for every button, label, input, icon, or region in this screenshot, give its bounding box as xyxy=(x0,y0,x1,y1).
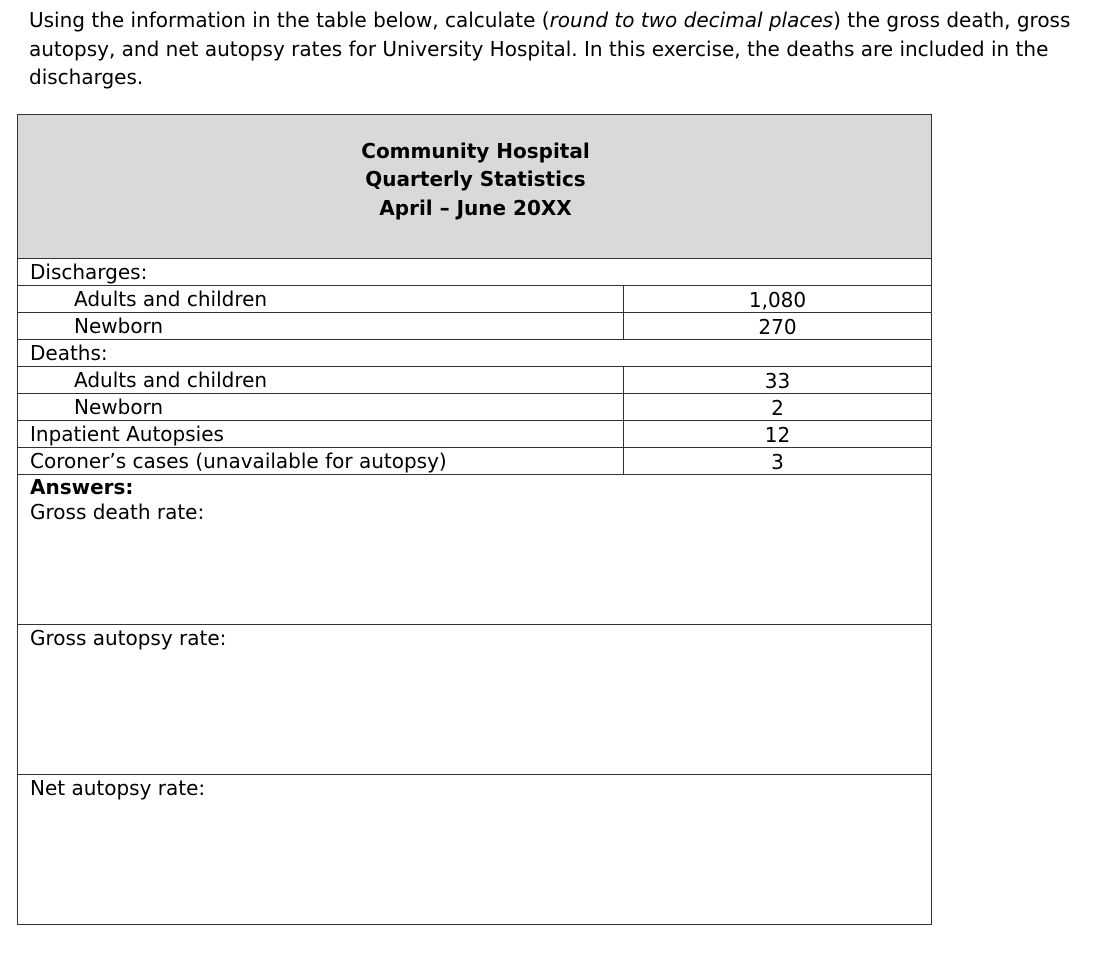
table-row xyxy=(18,421,932,448)
answer-gross-death-box[interactable] xyxy=(18,475,932,625)
deaths-adults-label: Adults and children xyxy=(18,367,624,394)
inpatient-autopsies-value: 12 xyxy=(624,421,932,448)
discharges-newborn-value: 270 xyxy=(624,313,932,340)
table-title-line-1: Community Hospital xyxy=(361,138,590,163)
answer-net-autopsy-box[interactable] xyxy=(18,775,932,925)
deaths-newborn-value: 2 xyxy=(624,394,932,421)
table-title-line-3: April – June 20XX xyxy=(379,195,572,220)
gross-autopsy-rate-label: Gross autopsy rate: xyxy=(30,626,227,650)
hospital-statistics-table xyxy=(17,114,932,925)
discharges-adults-label: Adults and children xyxy=(18,286,624,313)
gross-death-rate-label: Gross death rate: xyxy=(30,500,205,524)
discharges-newborn-label: Newborn xyxy=(18,313,624,340)
table-row xyxy=(18,313,932,340)
discharges-heading: Discharges: xyxy=(18,259,932,286)
instructions-paragraph xyxy=(29,6,1089,92)
instructions-text-start: Using the information in the table below, calculate ( xyxy=(29,8,550,32)
table-title-line-2: Quarterly Statistics xyxy=(365,167,586,192)
answers-title: Answers: xyxy=(30,475,134,499)
deaths-adults-value: 33 xyxy=(624,367,932,394)
deaths-heading: Deaths: xyxy=(18,340,932,367)
coroner-cases-label: Coroner’s cases (unavailable for autopsy) xyxy=(18,448,624,475)
answer-gross-autopsy-box[interactable] xyxy=(18,625,932,775)
coroner-cases-value: 3 xyxy=(624,448,932,475)
table-row xyxy=(18,286,932,313)
instructions-text-end: ) the gross death, gross autopsy, and net autopsy rates for University Hospital. In this exercise, the deaths are included in the discharges. xyxy=(29,8,1071,89)
net-autopsy-rate-label: Net autopsy rate: xyxy=(30,776,206,800)
table-row xyxy=(18,448,932,475)
instructions-emphasis: round to two decimal places xyxy=(549,8,834,32)
table-row xyxy=(18,367,932,394)
table-title-header xyxy=(18,115,932,259)
inpatient-autopsies-label: Inpatient Autopsies xyxy=(18,421,624,448)
table-row xyxy=(18,394,932,421)
deaths-newborn-label: Newborn xyxy=(18,394,624,421)
discharges-adults-value: 1,080 xyxy=(624,286,932,313)
